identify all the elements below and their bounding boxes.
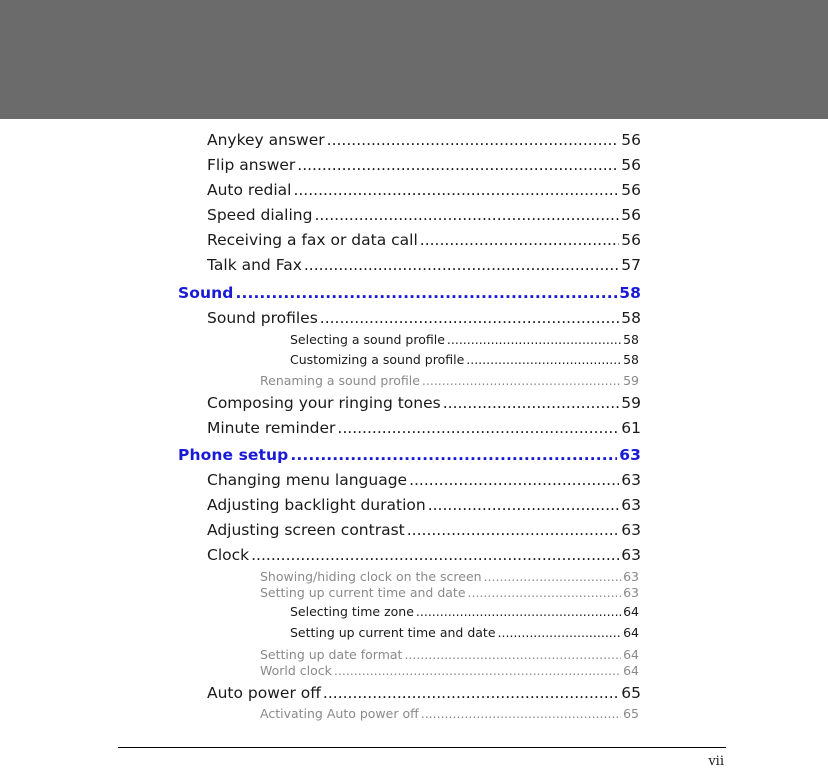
toc-leader [484,569,622,584]
toc-entry-page: 56 [621,231,641,249]
toc-entry-page: 63 [621,521,641,539]
toc-entry-title: Receiving a fax or data call [207,231,418,249]
toc-entry-page: 64 [623,663,639,678]
toc-entry-flip-answer[interactable] [207,156,641,174]
toc-entry-page: 63 [623,569,639,584]
toc-leader [334,663,621,678]
toc-entry-date-format[interactable] [260,647,639,662]
toc-entry-selecting-time-zone[interactable] [290,604,639,619]
toc-entry-page: 63 [621,546,641,564]
toc-leader [498,625,622,640]
toc-entry-title: Adjusting backlight duration [207,496,426,514]
toc-entry-page: 65 [623,706,639,721]
toc-leader [466,352,621,367]
toc-leader [314,206,619,224]
toc-entry-setting-time-date[interactable] [260,585,639,600]
toc-entry-page: 57 [621,256,641,274]
toc-leader [297,156,619,174]
toc-section-title: Sound [178,284,234,302]
toc-entry-page: 56 [621,156,641,174]
toc-entry-setting-time-date-sub[interactable] [290,625,639,640]
page-number: vii [708,754,724,769]
footer-rule [118,747,726,748]
toc-entry-selecting-profile[interactable] [290,332,639,347]
toc-entry-sound-profiles[interactable] [207,309,641,327]
toc-entry-auto-power-off[interactable] [207,684,641,702]
toc-entry-page: 63 [621,496,641,514]
toc-entry-title: Renaming a sound profile [260,373,420,388]
toc-entry-backlight-duration[interactable] [207,496,641,514]
toc-leader [323,684,619,702]
toc-entry-page: 58 [623,332,639,347]
toc-entry-title: Talk and Fax [207,256,302,274]
toc-entry-page: 64 [623,604,639,619]
toc-entry-page: 59 [623,373,639,388]
toc-leader [320,309,619,327]
toc-entry-minute-reminder[interactable] [207,419,641,437]
toc-entry-title: Customizing a sound profile [290,352,465,367]
toc-entry-clock[interactable] [207,546,641,564]
toc-entry-receiving-fax[interactable] [207,231,641,249]
toc-entry-title: Speed dialing [207,206,313,224]
toc-entry-world-clock[interactable] [260,663,639,678]
toc-entry-title: Minute reminder [207,419,336,437]
toc-section-page: 58 [619,284,641,302]
toc-section-sound[interactable] [178,284,641,302]
toc-entry-title: Clock [207,546,250,564]
toc-leader [407,521,620,539]
toc-entry-page: 64 [623,625,639,640]
toc-leader [327,131,620,149]
toc-leader [337,419,619,437]
toc-entry-title: World clock [260,663,332,678]
toc-entry-title: Setting up date format [260,647,403,662]
toc-entry-title: Setting up current time and date [260,585,466,600]
toc-entry-page: 63 [621,471,641,489]
toc-section-title: Phone setup [178,446,289,464]
toc-entry-activating-power-off[interactable] [260,706,639,721]
toc-section-page: 63 [619,446,641,464]
toc-leader [447,332,621,347]
toc-entry-composing-tones[interactable] [207,394,641,412]
toc-entry-title: Anykey answer [207,131,325,149]
toc-entry-anykey-answer[interactable] [207,131,641,149]
toc-leader [428,496,620,514]
toc-entry-title: Activating Auto power off [260,706,419,721]
toc-entry-title: Composing your ringing tones [207,394,441,412]
toc-entry-showing-hiding-clock[interactable] [260,569,639,584]
toc-entry-title: Selecting a sound profile [290,332,445,347]
toc-leader [409,471,619,489]
toc-entry-screen-contrast[interactable] [207,521,641,539]
toc-leader [404,647,621,662]
toc-entry-page: 56 [621,181,641,199]
toc-leader [251,546,619,564]
toc-entry-auto-redial[interactable] [207,181,641,199]
toc-leader [422,373,621,388]
toc-entry-page: 63 [623,585,639,600]
toc-entry-title: Auto power off [207,684,321,702]
toc-entry-speed-dialing[interactable] [207,206,641,224]
toc-leader [421,706,621,721]
toc-leader [235,284,617,302]
toc-leader [416,604,621,619]
toc-entry-renaming-profile[interactable] [260,373,639,388]
toc-leader [304,256,619,274]
toc-entry-page: 58 [623,352,639,367]
toc-entry-page: 59 [621,394,641,412]
toc-entry-title: Setting up current time and date [290,625,496,640]
toc-entry-page: 64 [623,647,639,662]
toc-entry-title: Changing menu language [207,471,408,489]
toc-entry-title: Selecting time zone [290,604,414,619]
toc-leader [293,181,619,199]
toc-entry-title: Showing/hiding clock on the screen [260,569,482,584]
toc-entry-page: 58 [621,309,641,327]
toc-leader [443,394,620,412]
toc-entry-title: Flip answer [207,156,296,174]
toc-entry-page: 65 [621,684,641,702]
toc-leader [420,231,619,249]
toc-entry-page: 56 [621,131,641,149]
toc-entry-talk-and-fax[interactable] [207,256,641,274]
toc-entry-title: Sound profiles [207,309,318,327]
toc-entry-page: 56 [621,206,641,224]
toc-leader [290,446,617,464]
toc-leader [468,585,622,600]
toc-entry-title: Adjusting screen contrast [207,521,405,539]
toc-entry-customizing-profile[interactable] [290,352,639,367]
toc-entry-title: Auto redial [207,181,292,199]
toc-section-phone-setup[interactable] [178,446,641,464]
toc-entry-page: 61 [621,419,641,437]
toc-entry-changing-language[interactable] [207,471,641,489]
